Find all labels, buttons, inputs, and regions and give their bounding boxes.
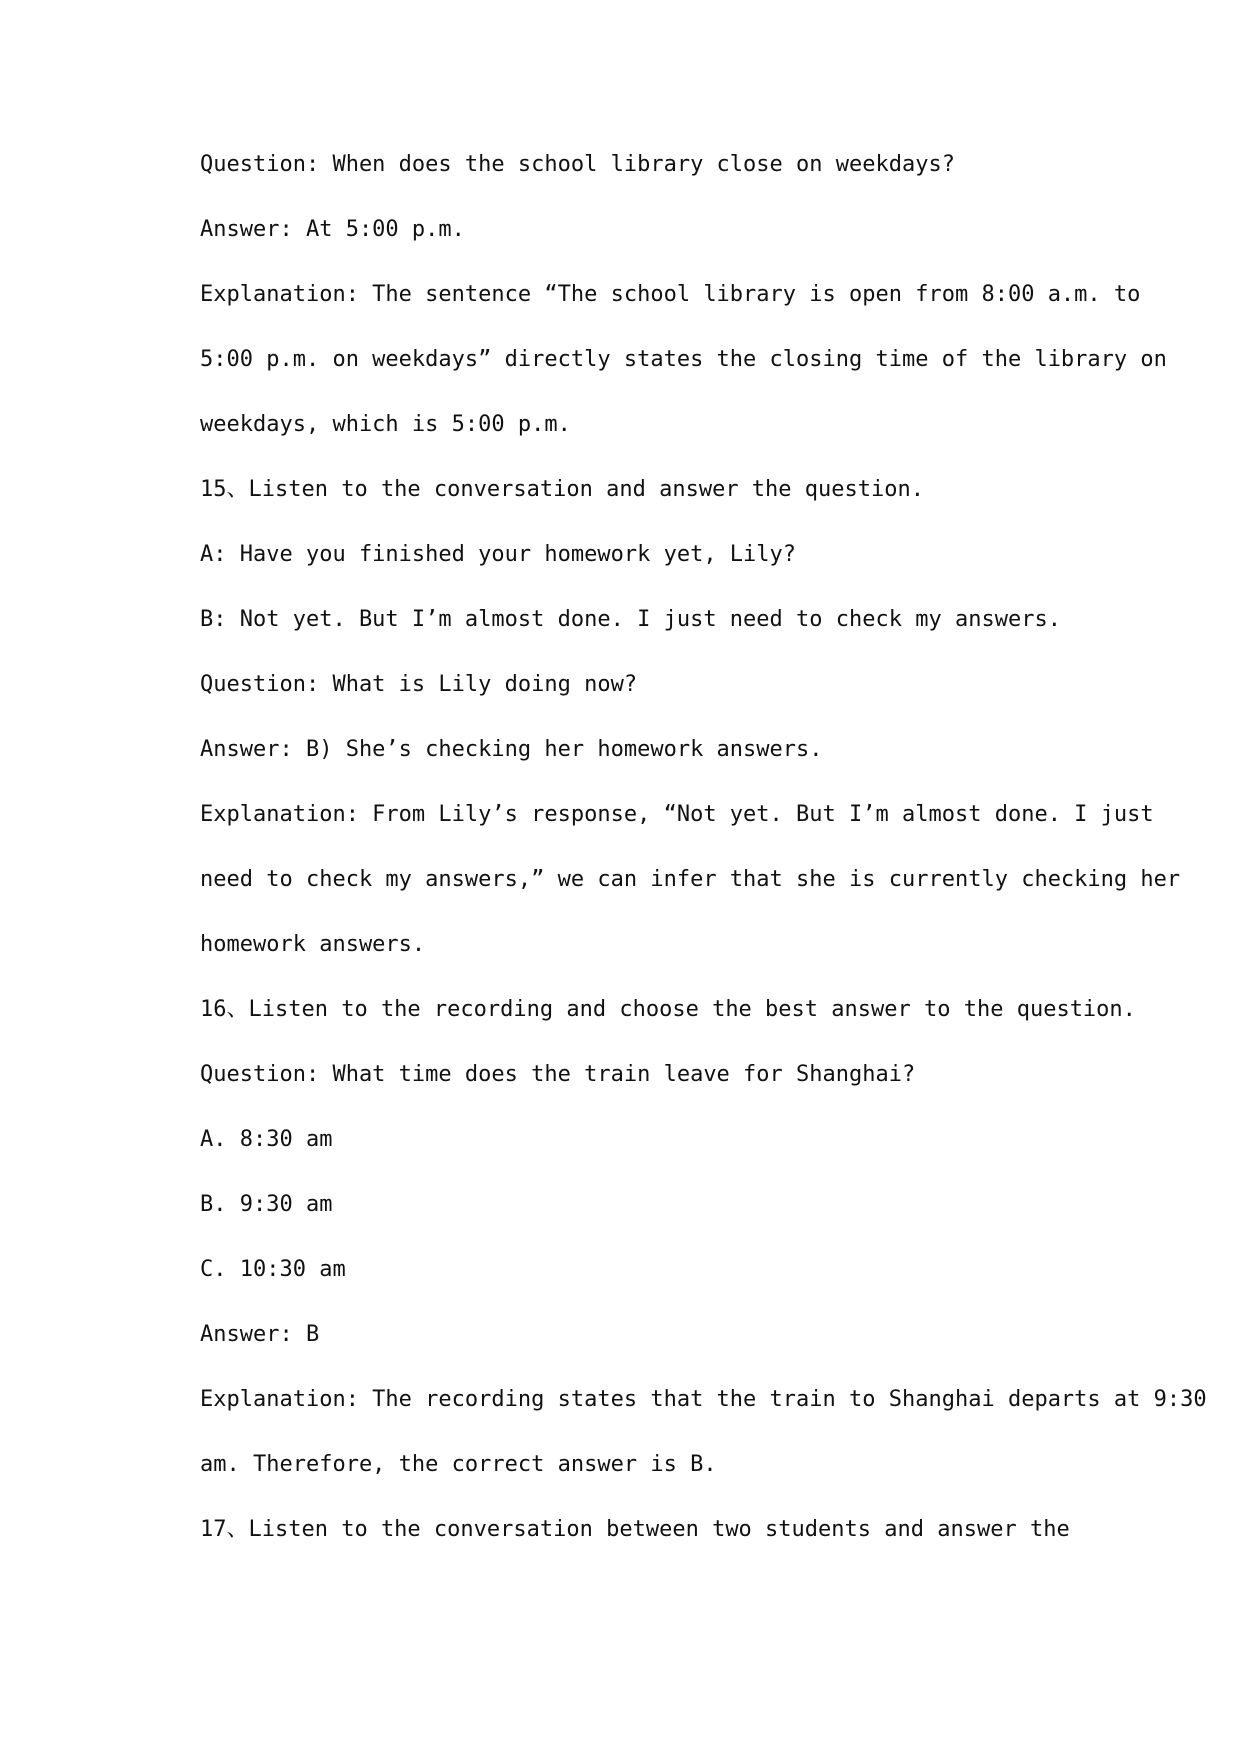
explanation-library-line-3: weekdays, which is 5:00 p.m. — [200, 412, 571, 437]
item-15-question: Question: What is Lily doing now? — [200, 672, 638, 697]
item-15-dialogue-a: A: Have you finished your homework yet, Lily? — [200, 542, 797, 567]
question-library-close: Question: When does the school library close on weekdays? — [200, 152, 955, 177]
explanation-library-line-2: 5:00 p.m. on weekdays” directly states the closing time of the library on — [200, 347, 1167, 372]
item-15-explanation-line-3: homework answers. — [200, 932, 426, 957]
item-15-answer: Answer: B) She’s checking her homework answers. — [200, 737, 823, 762]
item-15-explanation-line-2: need to check my answers,” we can infer that she is currently checking her — [200, 867, 1181, 892]
document-text — [200, 148, 1207, 1578]
item-16-instruction: 16、Listen to the recording and choose the best answer to the question. — [200, 997, 1136, 1022]
explanation-library-line-1: Explanation: The sentence “The school library is open from 8:00 a.m. to — [200, 282, 1141, 307]
answer-library-close: Answer: At 5:00 p.m. — [200, 217, 465, 242]
item-16-option-c: C. 10:30 am — [200, 1257, 346, 1282]
item-15-dialogue-b: B: Not yet. But I’m almost done. I just need to check my answers. — [200, 607, 1061, 632]
item-16-option-b: B. 9:30 am — [200, 1192, 333, 1217]
item-16-explanation-line-1: Explanation: The recording states that the train to Shanghai departs at 9:30 — [200, 1387, 1207, 1412]
item-16-question: Question: What time does the train leave for Shanghai? — [200, 1062, 916, 1087]
item-15-instruction: 15、Listen to the conversation and answer the question. — [200, 477, 924, 502]
item-16-option-a: A. 8:30 am — [200, 1127, 333, 1152]
item-17-instruction: 17、Listen to the conversation between two students and answer the — [200, 1517, 1070, 1542]
item-15-explanation-line-1: Explanation: From Lily’s response, “Not yet. But I’m almost done. I just — [200, 802, 1154, 827]
item-16-explanation-line-2: am. Therefore, the correct answer is B. — [200, 1452, 717, 1477]
item-16-answer: Answer: B — [200, 1322, 320, 1347]
